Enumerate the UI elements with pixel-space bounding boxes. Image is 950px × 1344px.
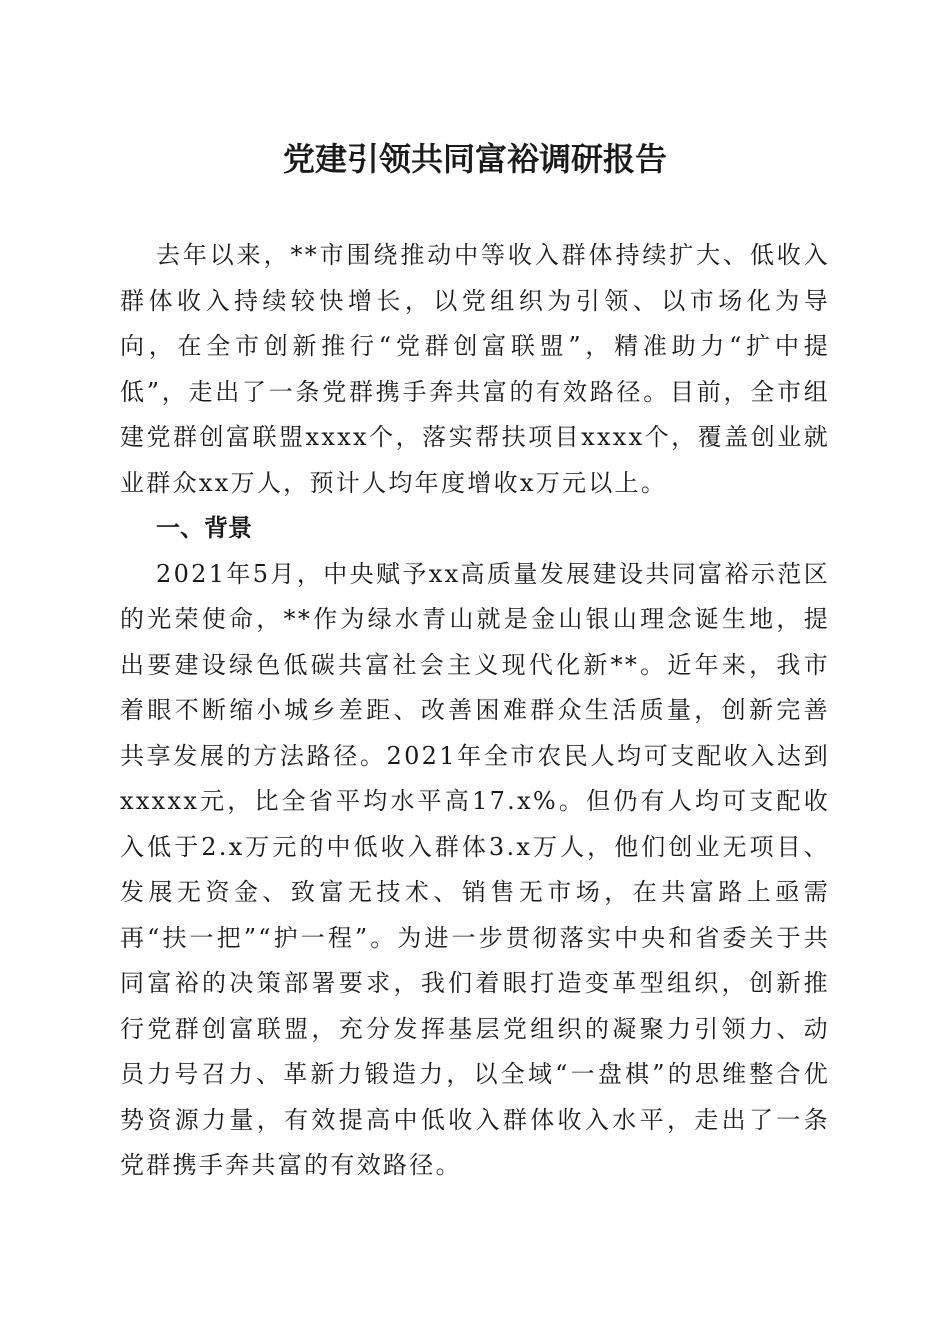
background-paragraph: 2021年5月，中央赋予xx高质量发展建设共同富裕示范区的光荣使命，**作为绿水青山就是金山银山理念诞生地，提出要建设绿色低碳共富社会主义现代化新**。近年来，我市着眼不断缩小城乡差距、改善困难群众生活质量，创新完善共享发展的方法路径。2021年全市农民人均可支配收入达到xxxxx元，比全省平均水平高17.x%。但仍有人均可支配收入低于2.x万元的中低收入群体3.x万人，他们创业无项目、发展无资金、致富无技术、销售无市场，在共富路上亟需再“扶一把”“护一程”。为进一步贯彻落实中央和省委关于共同富裕的决策部署要求，我们着眼打造变革型组织，创新推行党群创富联盟，充分发挥基层党组织的凝聚力引领力、动员力号召力、革新力锻造力，以全域“一盘棋”的思维整合优势资源力量，有效提高中低收入群体收入水平，走出了一条党群携手奔共富的有效路径。 — [120, 559, 830, 1179]
document-body — [120, 233, 830, 1189]
section-heading-background: 一、背景 — [156, 514, 252, 542]
document-title: 党建引领共同富裕调研报告 — [282, 140, 667, 178]
intro-paragraph: 去年以来，**市围绕推动中等收入群体持续扩大、低收入群体收入持续较快增长，以党组织为引领、以市场化为导向，在全市创新推行“党群创富联盟”，精准助力“扩中提低”，走出了一条党群携手奔共富的有效路径。目前，全市组建党群创富联盟xxxx个，落实帮扶项目xxxx个，覆盖创业就业群众xx万人，预计人均年度增收x万元以上。 — [120, 241, 830, 497]
